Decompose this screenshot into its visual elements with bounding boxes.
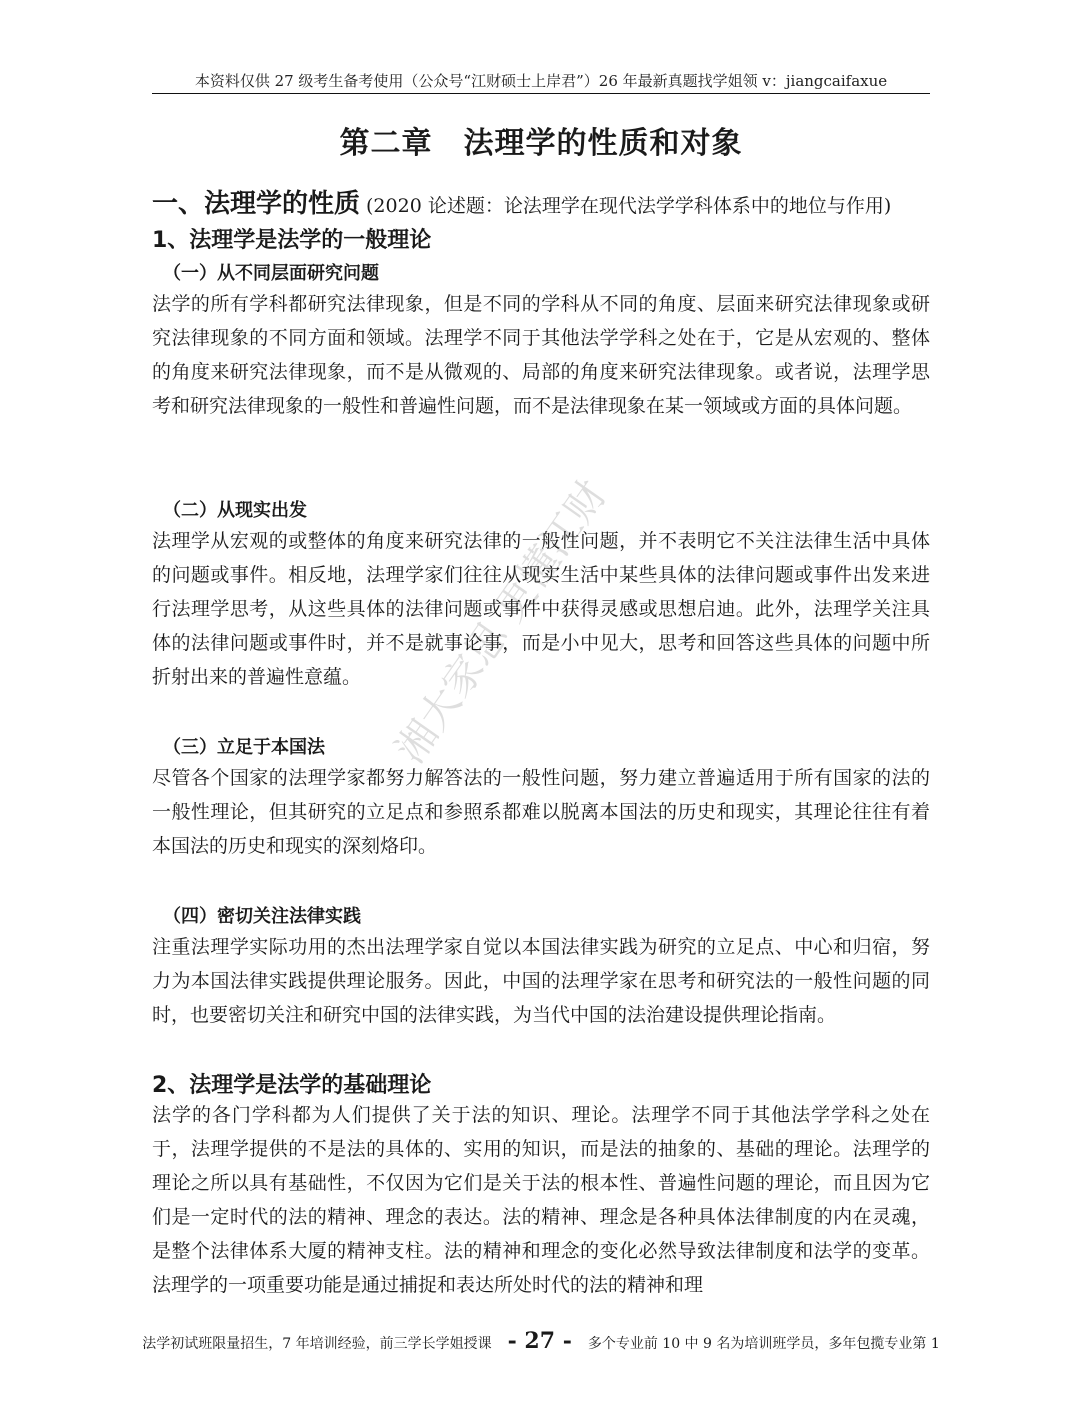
header-divider (152, 93, 930, 94)
item-heading-1: （一）从不同层面研究问题 (163, 263, 379, 284)
subheading-general-theory: 1、法理学是法学的一般理论 (152, 228, 432, 253)
page-footer (142, 1328, 940, 1354)
item-heading-4: （四）密切关注法律实践 (163, 906, 361, 927)
watermark: 湘大家思 更懂江财 (387, 472, 616, 772)
item-heading-3: （三）立足于本国法 (163, 737, 325, 758)
item-body-1: 法学的所有学科都研究法律现象，但是不同的学科从不同的角度、层面来研究法律现象或研究法律现象的不同方面和领域。法理学不同于其他法学学科之处在于，它是从宏观的、整体的角度来研究法律现象，而不是从微观的、局部的角度来研究法律现象。或者说，法理学思考和研究法律现象的一般性和普遍性问题，而不是法律现象在某一领域或方面的具体问题。 (152, 293, 930, 417)
footer-right-text: 多个专业前 10 中 9 名为培训班学员，多年包揽专业第 1 (587, 1336, 940, 1352)
sub2-body: 法学的各门学科都为人们提供了关于法的知识、理论。法理学不同于其他法学学科之处在于，法理学提供的不是法的具体的、实用的知识，而是法的抽象的、基础的理论。法理学的理论之所以具有基础性，不仅因为它们是关于法的根本性、普遍性问题的理论，而且因为它们是一定时代的法的精神、理念的表达。法的精神、理念是各种具体法律制度的内在灵魂，是整个法律体系大厦的精神支柱。法的精神和理念的变化必然导致法律制度和法学的变革。法理学的一项重要功能是通过捕捉和表达所处时代的法的精神和理 (152, 1104, 930, 1296)
page-number: - 27 - (507, 1328, 572, 1354)
section-title-text: 一、法理学的性质 (152, 189, 361, 219)
page-header: 本资料仅供 27 级考生备考使用（公众号“江财硕士上岸君”）26 年最新真题找学姐领 v：jiangcaifaxue (194, 72, 888, 90)
chapter-title: 第二章 法理学的性质和对象 (339, 126, 743, 161)
item-body-2: 法理学从宏观的或整体的角度来研究法律的一般性问题，并不表明它不关注法律生活中具体的问题或事件。相反地，法理学家们往往从现实生活中某些具体的法律问题或事件出发来进行法理学思考，从这些具体的法律问题或事件中获得灵感或思想启迪。此外，法理学关注具体的法律问题或事件时，并不是就事论事，而是小中见大，思考和回答这些具体的问题中所折射出来的普遍性意蕴。 (152, 530, 930, 688)
footer-left-text: 法学初试班限量招生，7 年培训经验，前三学长学姐授课 (142, 1336, 492, 1352)
item-heading-2: （二）从现实出发 (163, 500, 307, 521)
item-body-4: 注重法理学实际功用的杰出法理学家自觉以本国法律实践为研究的立足点、中心和归宿，努力为本国法律实践提供理论服务。因此，中国的法理学家在思考和研究法的一般性问题的同时，也要密切关注和研究中国的法律实践，为当代中国的法治建设提供理论指南。 (152, 936, 930, 1026)
section-title (152, 183, 942, 220)
item-body-3: 尽管各个国家的法理学家都努力解答法的一般性问题，努力建立普遍适用于所有国家的法的一般性理论，但其研究的立足点和参照系都难以脱离本国法的历史和现实，其理论往往有着本国法的历史和现实的深刻烙印。 (152, 767, 930, 857)
subheading-basic-theory: 2、法理学是法学的基础理论 (152, 1073, 432, 1098)
section-exam-note: (2020 论述题：论法理学在现代法学学科体系中的地位与作用) (366, 195, 892, 217)
